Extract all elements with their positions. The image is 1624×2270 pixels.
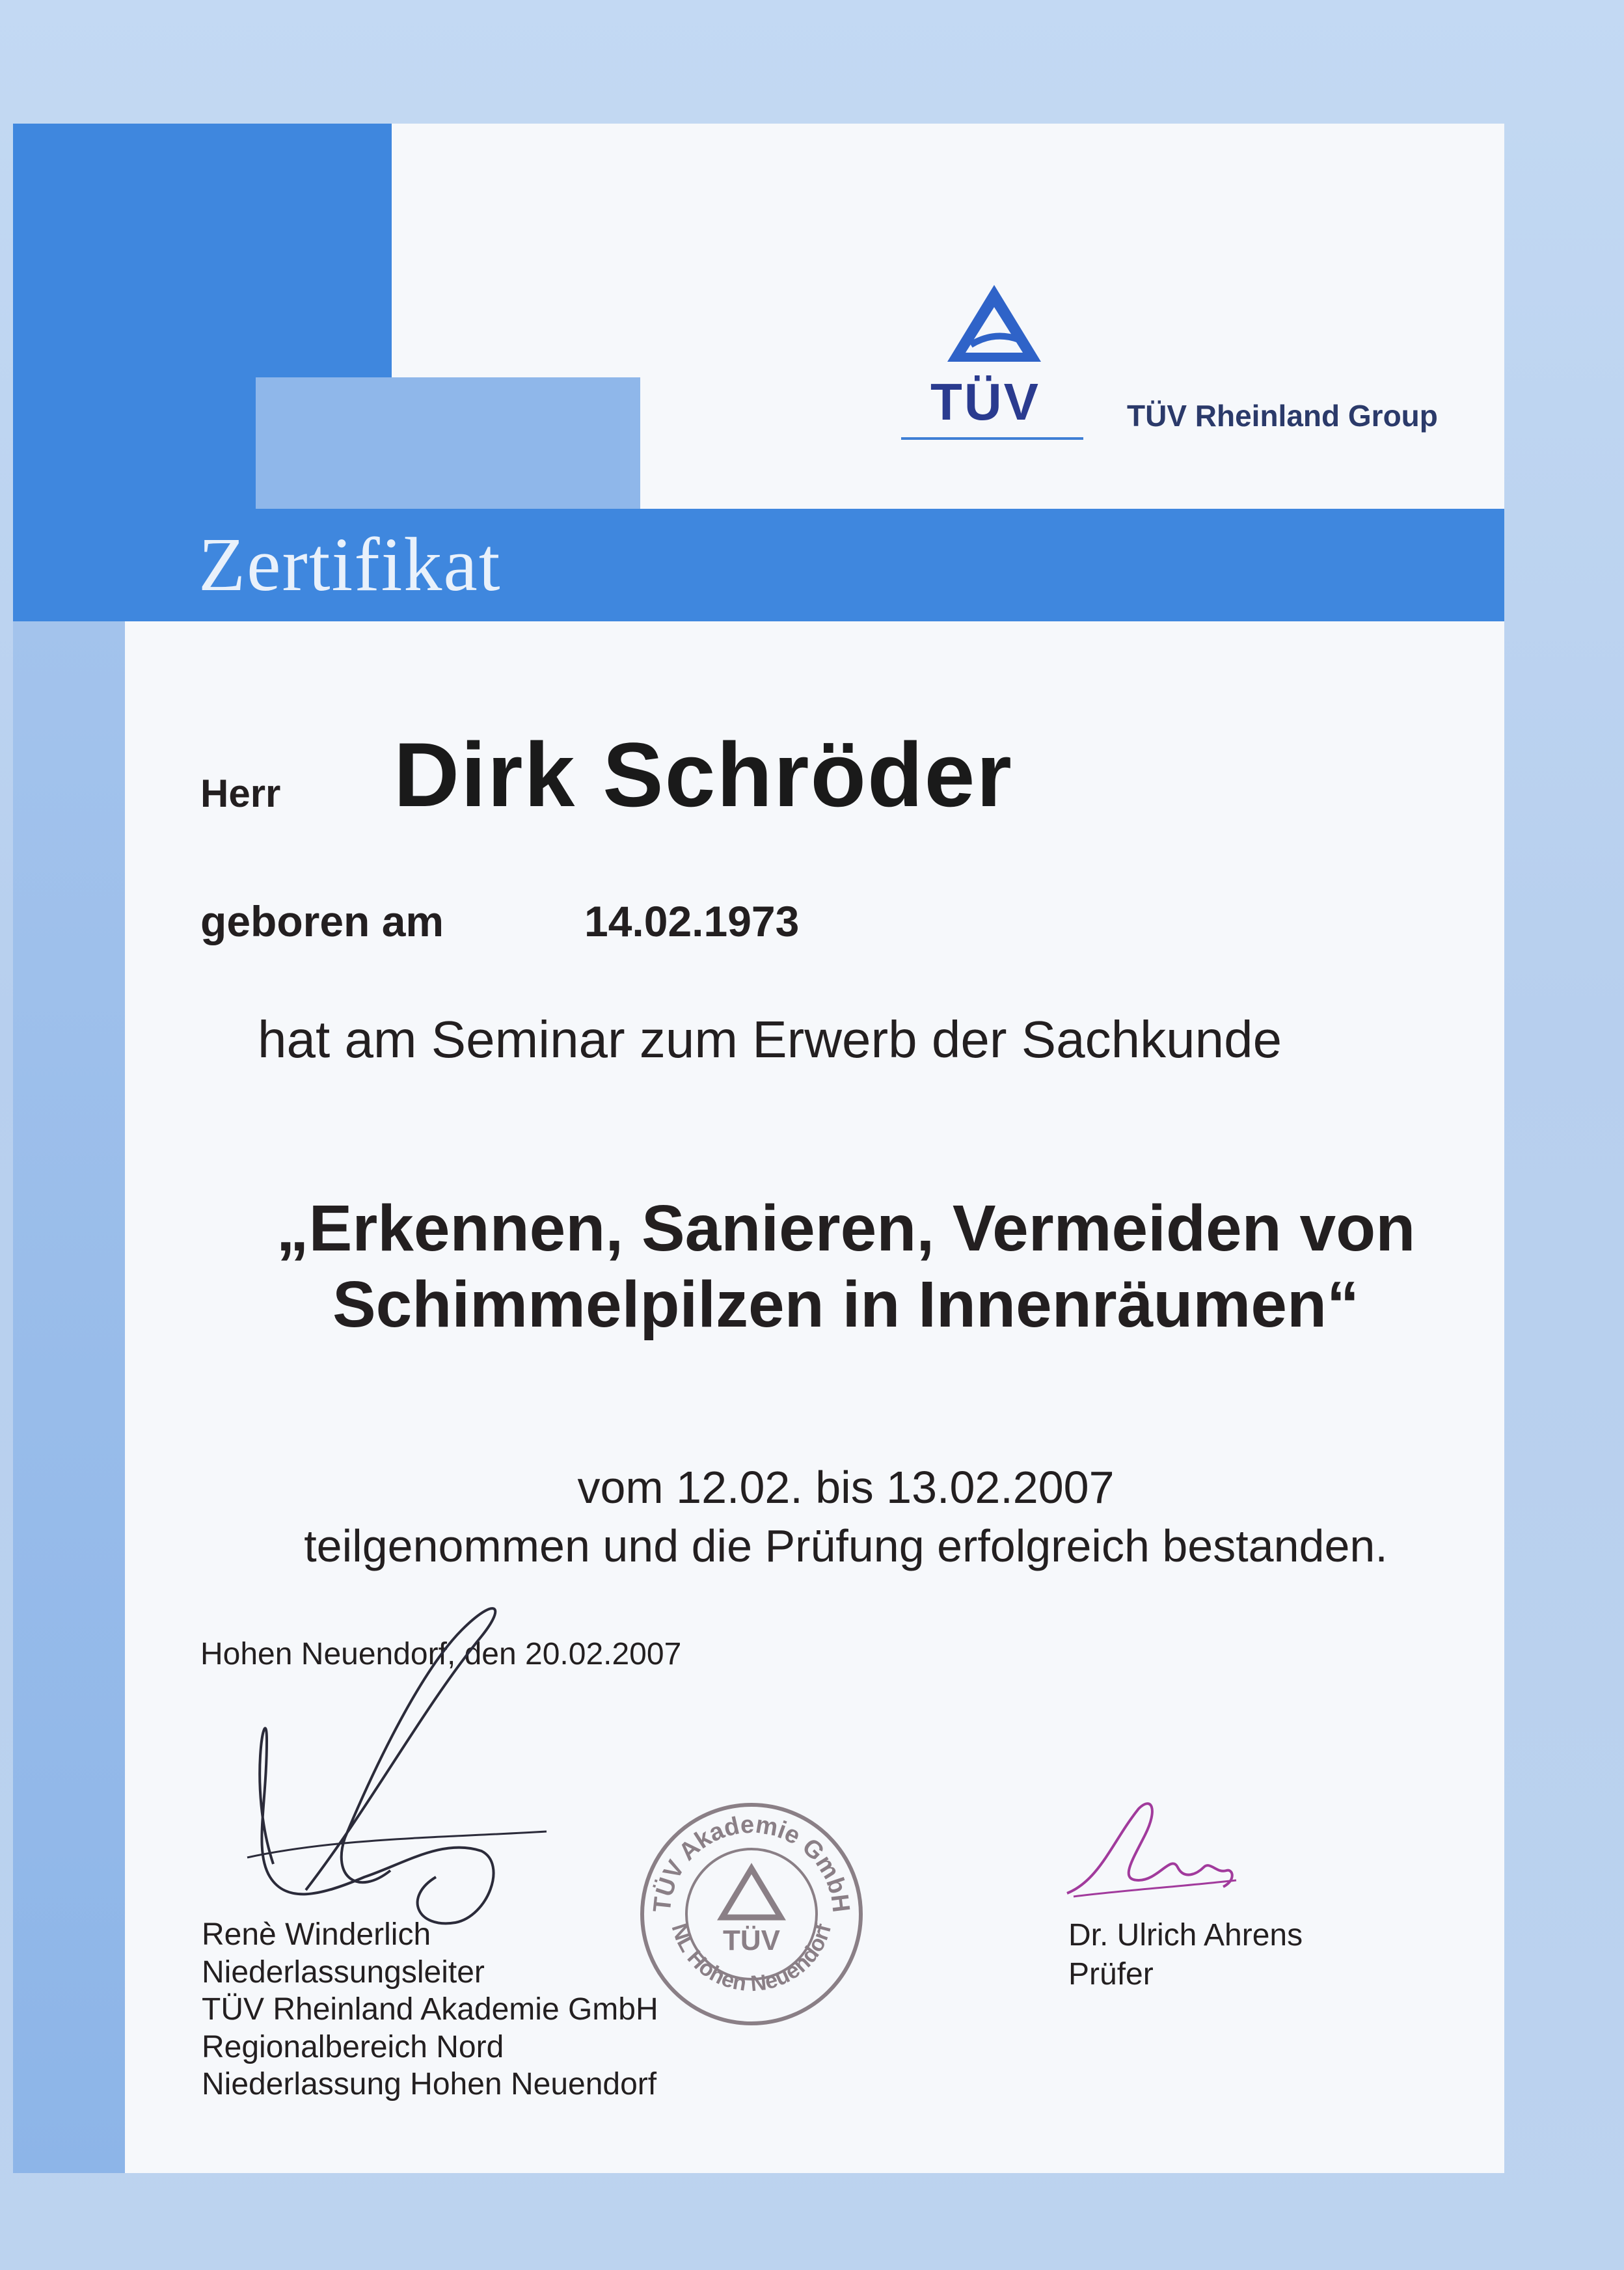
group-name: TÜV Rheinland Group (1127, 399, 1438, 433)
svg-text:TÜV: TÜV (723, 1925, 780, 1956)
left-signer-branch: Niederlassung Hohen Neuendorf (202, 2067, 657, 2102)
birth-date: 14.02.1973 (584, 897, 800, 945)
course-title-line2: Schimmelpilzen in Innenräumen“ (332, 1268, 1360, 1341)
decor-block-light (256, 377, 640, 509)
salutation: Herr (200, 772, 281, 815)
left-signer-role: Niederlassungsleiter (202, 1954, 485, 1990)
company-stamp (634, 1797, 869, 2031)
right-signer-name: Dr. Ulrich Ahrens (1068, 1918, 1303, 1952)
svg-text:NL Hohen Neuendorf: NL Hohen Neuendorf (666, 1920, 837, 1997)
birth-label: geboren am (200, 897, 444, 945)
course-title-line1: „Erkennen, Sanieren, Vermeiden von (276, 1192, 1416, 1265)
course-title (195, 1191, 1496, 1343)
right-signature (1061, 1783, 1256, 1913)
date-range: vom 12.02. bis 13.02.2007 (577, 1462, 1115, 1513)
tuv-logo-text: TÜV (930, 373, 1040, 431)
left-signer-block (202, 1916, 658, 2103)
certificate-title: Zertifikat (198, 522, 502, 607)
right-signer-block (1068, 1916, 1303, 1994)
recipient-name: Dirk Schröder (394, 723, 1013, 826)
seminar-intro: hat am Seminar zum Erwerb der Sachkunde (258, 1010, 1282, 1068)
decor-left-strip (13, 621, 125, 2173)
left-signer-org: TÜV Rheinland Akademie GmbH (202, 1992, 658, 2027)
logo-underline (901, 437, 1083, 440)
right-signer-role: Prüfer (1068, 1957, 1154, 1992)
left-signature (208, 1591, 599, 1955)
left-signer-region: Regionalbereich Nord (202, 2029, 504, 2064)
svg-text:TÜV Akademie GmbH: TÜV Akademie GmbH (648, 1811, 855, 1914)
tuv-triangle-icon (942, 280, 1046, 371)
passed-text: teilgenommen und die Prüfung erfolgreich bestanden. (304, 1520, 1388, 1571)
place-date: Hohen Neuendorf, den 20.02.2007 (200, 1637, 682, 1671)
left-signer-name: Renè Winderlich (202, 1917, 431, 1952)
